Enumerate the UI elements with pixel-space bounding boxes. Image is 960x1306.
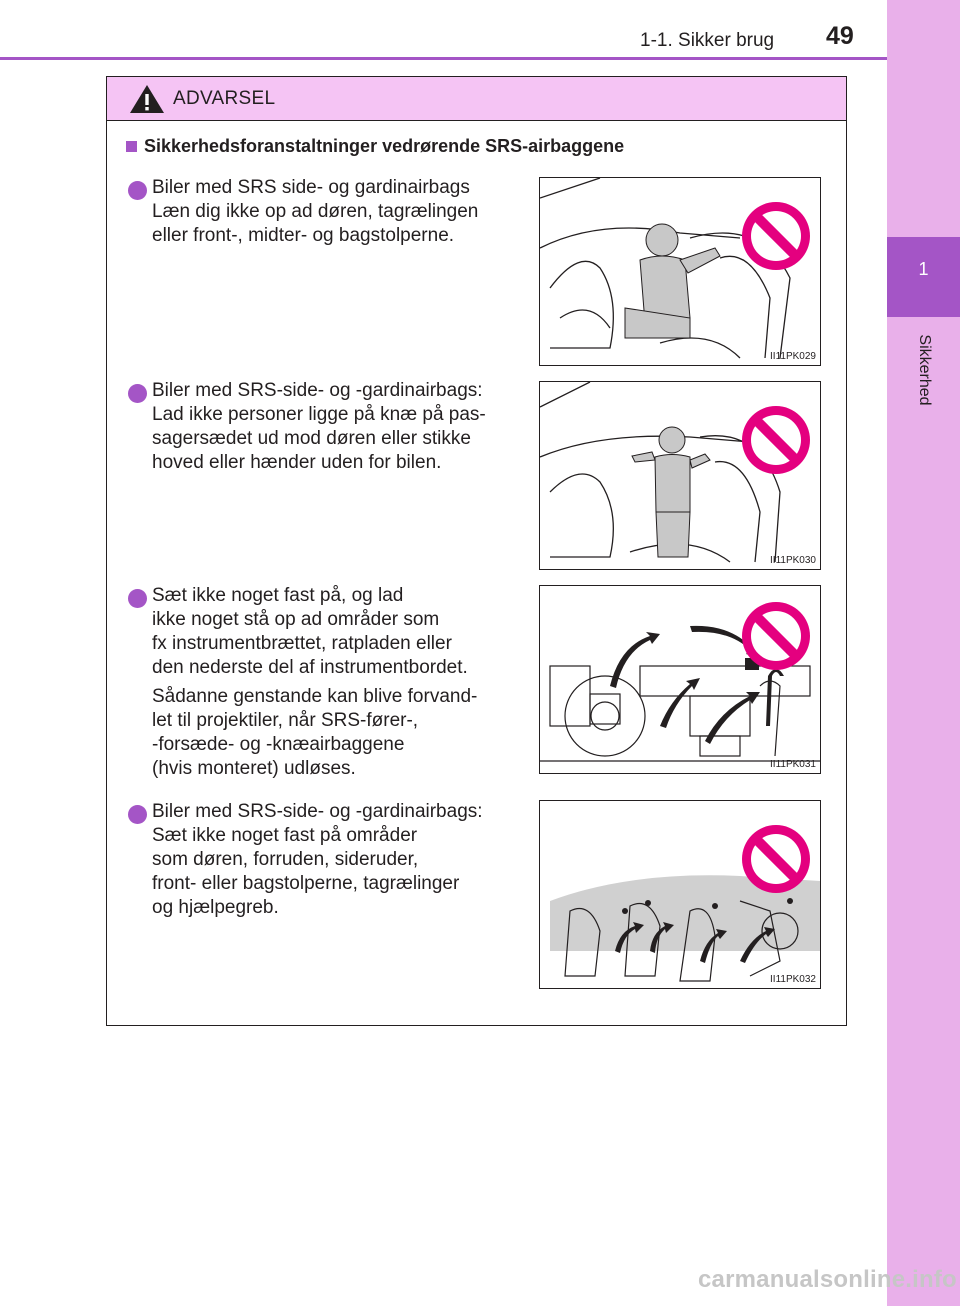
section-title: 1-1. Sikker brug xyxy=(640,30,775,51)
warning-title: ADVARSEL xyxy=(173,88,276,109)
warning-subheading xyxy=(126,136,624,157)
chapter-number: 1 xyxy=(918,259,929,279)
illustration-lean-on-door xyxy=(539,177,821,366)
round-bullet-icon xyxy=(128,589,147,608)
round-bullet-icon xyxy=(128,384,147,403)
warning-item-4-text: Biler med SRS-side- og -gardinairbags: Sæt ikke noget fast på områder som døren, forruden, sideruder, front- eller bagstolperne, tagrælinger og hjælpegreb. xyxy=(152,801,483,918)
chapter-label: Sikkerhed xyxy=(916,334,933,406)
chapter-tab[interactable] xyxy=(887,237,960,317)
page-number: 49 xyxy=(826,22,854,50)
figure-code: II11PK032 xyxy=(770,974,816,985)
watermark: carmanualsonline.info xyxy=(698,1266,957,1293)
warning-item-3-extra: Sådanne genstande kan blive forvand- let til projektiler, når SRS-fører-, -forsæde- og -knæairbaggene (hvis monteret) udløses. xyxy=(152,686,478,779)
warning-header xyxy=(107,77,846,121)
figure-code: II11PK029 xyxy=(770,351,816,362)
square-bullet-icon xyxy=(126,141,137,152)
side-strip xyxy=(887,0,960,1306)
warning-item-3-text: Sæt ikke noget fast på, og lad ikke noget stå op ad områder som fx instrumentbrættet, ratpladen eller den nederste del af instrumentbordet. xyxy=(152,585,468,678)
warning-item-2-text: Biler med SRS-side- og -gardinairbags: Lad ikke personer ligge på knæ på pas- sagersædet ud mod døren eller stikke hoved eller hænder uden for bilen. xyxy=(152,380,486,473)
round-bullet-icon xyxy=(128,805,147,824)
header-rule xyxy=(0,57,887,60)
illustration-kneeling-passenger xyxy=(539,381,821,570)
warning-triangle-icon xyxy=(129,84,165,119)
illustration-cabin-objects xyxy=(539,800,821,989)
warning-subheading-text: Sikkerhedsforanstaltninger vedrørende SRS-airbaggene xyxy=(144,136,625,156)
illustration-dashboard-objects xyxy=(539,585,821,774)
warning-item-1-text: Biler med SRS side- og gardinairbags Læn dig ikke op ad døren, tagrælingen eller front-, midter- og bagstolperne. xyxy=(152,177,479,246)
round-bullet-icon xyxy=(128,181,147,200)
figure-code: II11PK031 xyxy=(770,759,816,770)
figure-code: II11PK030 xyxy=(770,555,816,566)
